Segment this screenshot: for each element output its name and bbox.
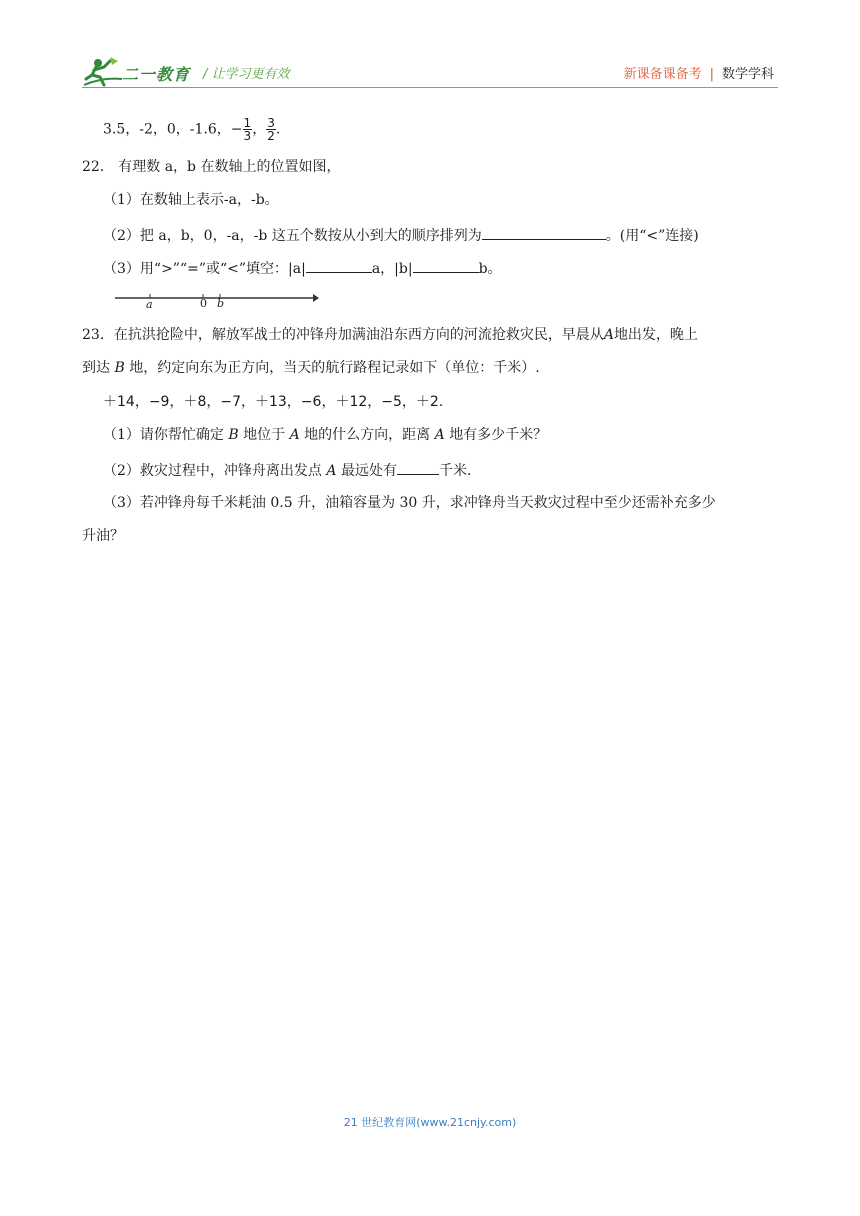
question-22-stem: 22． 有理数 a，b 在数轴上的位置如图， [82, 159, 341, 175]
header-divider [82, 87, 778, 88]
logo-text: 二一教育 [122, 65, 191, 84]
q23-1-text: （1）请你帮忙确定 [103, 427, 224, 443]
fraction-denominator: 2 [267, 129, 275, 143]
q23-2-text: 最远处有 [340, 463, 397, 479]
question-23-stem-2 [82, 359, 540, 377]
question-23-part-1 [103, 426, 547, 444]
question-23-part-3-cont: 升油？ [82, 528, 124, 544]
q23-text: 23．在抗洪抢险中，解放军战士的冲锋舟加满油沿东西方向的河流抢救灾民，早晨从 [82, 327, 604, 343]
q23-text: 地出发，晚上 [613, 327, 698, 343]
header-slogan: / 让学习更有效 [203, 67, 290, 82]
question-23-part-3: （3）若冲锋舟每千米耗油 0.5 升，油箱容量为 30 升，求冲锋舟当天救灾过程中至少还需补充多少 [103, 495, 716, 511]
list-separator: ， [252, 121, 267, 138]
point-b: B [114, 360, 125, 376]
question-23-stem-1 [82, 326, 698, 344]
q23-text: 地，约定向东为正方向，当天的航行路程记录如下（单位：千米）. [129, 360, 540, 376]
point-a: A [289, 427, 300, 443]
fraction-denominator: 3 [243, 129, 252, 143]
q23-2-text: （2）救灾过程中，冲锋舟离出发点 [103, 463, 322, 479]
q23-1-text: 地的什么方向，距离 [304, 427, 431, 443]
answer-blank-a[interactable] [306, 258, 372, 273]
q23-text: 到达 [82, 360, 110, 376]
point-a: A [326, 463, 337, 479]
answer-blank-b[interactable] [413, 258, 479, 273]
answer-blank[interactable] [397, 460, 439, 475]
part-3-text-b: a，|b| [371, 261, 413, 277]
point-a: A [434, 427, 445, 443]
q23-2-text: 千米. [438, 463, 472, 479]
q23-1-text: 地位于 [243, 427, 286, 443]
question-22-part-1: （1）在数轴上表示-a，-b。 [103, 192, 279, 208]
part-3-text-c: b。 [478, 261, 502, 277]
number-list-line [103, 117, 280, 142]
number-list: 3.5，-2，0，-1.6，− [103, 121, 243, 138]
number-line-figure [115, 290, 325, 312]
header-subject [624, 63, 774, 82]
fraction-numerator: 1 [243, 116, 252, 130]
fraction-three-halves [266, 117, 276, 142]
question-22-part-2 [103, 225, 699, 245]
q23-1-text: 地有多少千米？ [449, 427, 548, 443]
page-footer[interactable]: 21 世纪教育网(www.21cnjy.com) [343, 1116, 517, 1129]
answer-blank[interactable] [482, 225, 606, 240]
part-3-text: （3）用“>”“=”或“<”填空：|a| [103, 261, 306, 277]
question-23-record: ＋14，−9，＋8，−7，＋13，−6，＋12，−5，＋2. [103, 394, 444, 410]
header-course-label: 新课备课备考 [623, 67, 702, 82]
page-header [0, 0, 860, 100]
number-line-label-a: a [146, 298, 153, 311]
fraction-one-third [243, 117, 253, 142]
part-2-text: （2）把 a，b，0，-a，-b 这五个数按从小到大的顺序排列为 [103, 228, 482, 244]
question-23-part-2 [103, 460, 471, 480]
list-end: . [275, 121, 281, 138]
number-line-label-zero: 0 [200, 297, 207, 310]
fraction-numerator: 3 [267, 116, 275, 130]
part-2-note: 。(用“<”连接) [605, 228, 699, 244]
header-subject-label: 数学学科 [721, 67, 774, 82]
point-a: A [603, 327, 614, 343]
question-22-part-3 [103, 258, 502, 278]
number-line-label-b: b [217, 297, 225, 310]
header-separator: | [709, 67, 714, 82]
point-b: B [228, 427, 239, 443]
